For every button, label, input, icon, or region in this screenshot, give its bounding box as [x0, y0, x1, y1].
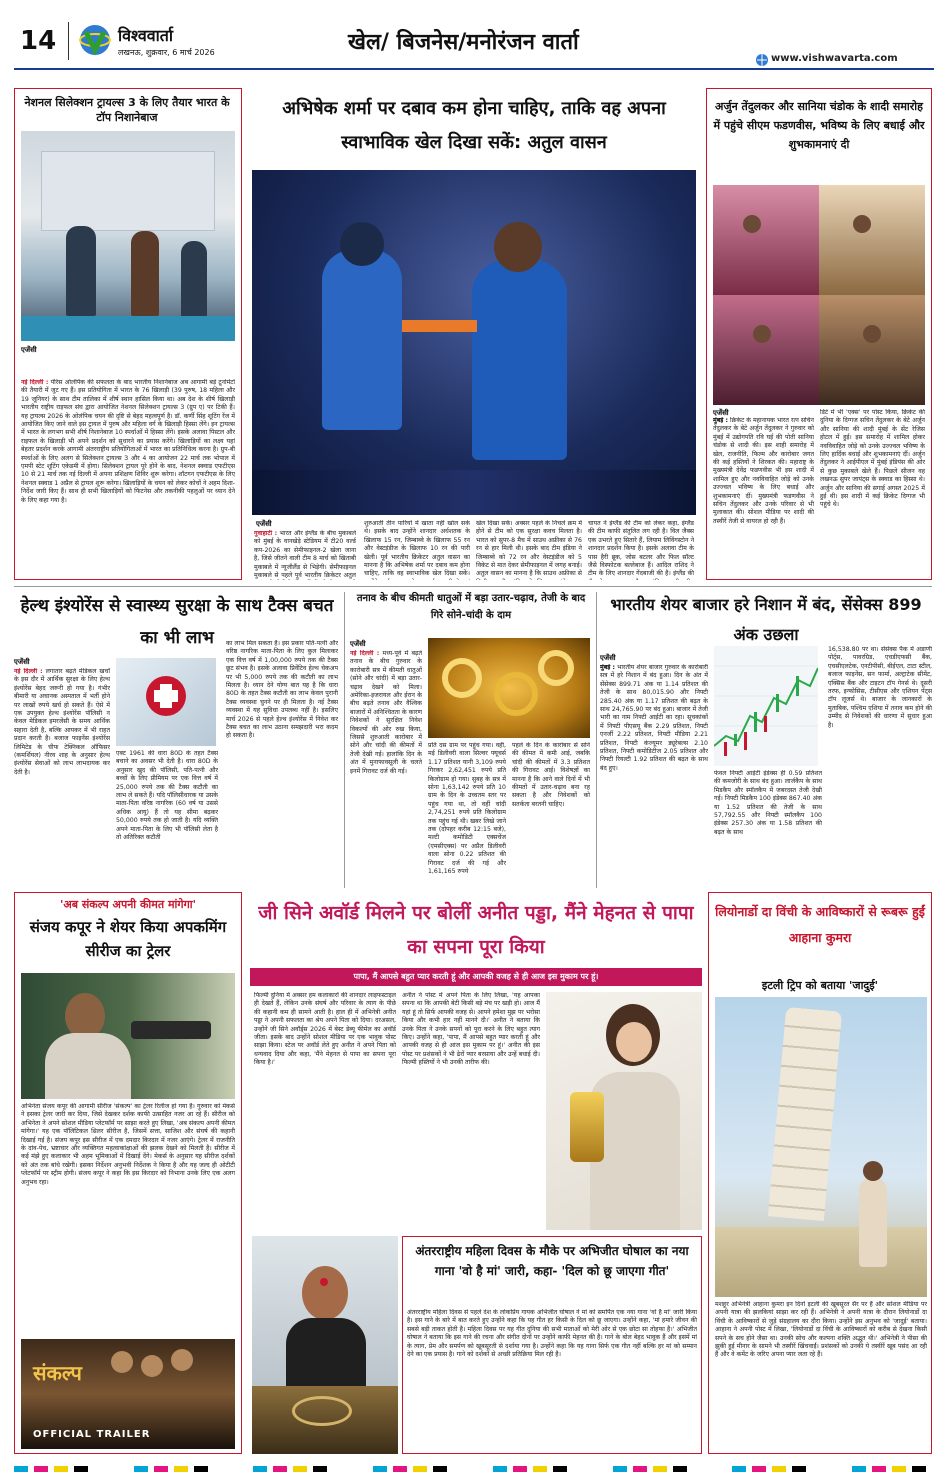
sensex-headline: भारतीय शेयर बाजार हरे निशान में बंद, सेंसेक्स 899 अंक उछला: [610, 595, 922, 644]
color-swatch: [872, 1466, 886, 1472]
color-swatch: [293, 1466, 307, 1472]
sanjay-body: अभिनेता संजय कपूर की आगामी सीरीज 'संकल्प' का ट्रेलर रिलीज हो गया है। गुरुवार को मेकर्स ने इसका ट्रेलर जारी कर दिया, जिसे देखकर दर्शक काफी उत्साहित नजर आ रहे हैं। सीरीज को अभिनेता ने अपने सोशल मीडिया प्लेटफॉर्म पर साझा करते हुए लिखा, 'अब संकल्प अपनी कीमत मांगेगा।' यह एक पॉलिटिकल थ्रिलर सीरीज है, जिसमें सत्ता, साजिश और संघर्ष की कहानी दिखाई गई है। संजय कपूर इस सीरीज में एक दमदार किरदार में नजर आएंगे। ट्रेलर में राजनीति के दांव-पेच, भ्रष्टाचार और व्यक्तिगत महत्वाकांक्षाओं की झलक देखने को मिलती है। सीरीज में कई मंझे हुए कलाकार भी अहम भूमिकाओं में दिखाई देंगे। मेकर्स के अनुसार यह सीरीज दर्शकों को अंत तक बांधे रखेगी। इसका निर्देशन अनुभवी निर्देशक ने किया है और यह जल्द ही ओटीटी प्लेटफॉर्म पर स्ट्रीम होगी। संजय कपूर ने कहा कि इस किरदार को निभाना उनके लिए एक अलग अनुभव रहा।: [21, 1103, 235, 1186]
abhijeet-photo: [252, 1236, 398, 1454]
aneet-quote: पापा, मैं आपसे बहुत प्यार करती हूं और आपकी वजह से ही आज इस मुकाम पर हूं।: [353, 972, 599, 981]
paper-logo-icon: [78, 23, 112, 57]
color-swatch: [74, 1466, 88, 1472]
color-swatch: [54, 1466, 68, 1472]
color-swatch-group: [253, 1457, 333, 1473]
insurance-photo: [116, 658, 216, 746]
color-swatch-group: [613, 1457, 693, 1473]
abhijeet-article: [250, 1236, 702, 1454]
gold-dateline: नई दिल्ली :: [350, 650, 380, 657]
color-swatch: [134, 1466, 148, 1472]
color-swatch-group: [493, 1457, 573, 1473]
gold-col-2: प्रति दस ग्राम पर पहुंच गया। वहीं, मई डिलीवरी वाला सिल्वर फ्यूचर्स 1.17 प्रतिशत यानी 3,109 रुपये गिरकर 2,62,451 रुपये प्रति किलोग्राम हो गया। सुबह के सत्र में सोना 1,63,142 रुपये प्रति 10 ग्राम के दिन के उच्चतम स्तर पर पहुंच गया था, तो वहीं चांदी 2,74,251 रुपये प्रति किलोग्राम तक पहुंच गई थी। खबर लिखे जाने तक (दोपहर करीब 12:15 बजे), मल्टी कमोडिटी एक्सचेंज (एमसीएक्स) पर अप्रैल डिलीवरी वाला सोना 0.22 प्रतिशत की गिरावट दर्ज की गई और 1,61,165 रुपये: [428, 742, 506, 876]
color-swatch-group: [373, 1457, 453, 1473]
color-swatch: [892, 1466, 906, 1472]
color-swatch: [513, 1466, 527, 1472]
tendulkar-article: [706, 88, 932, 580]
color-swatch: [373, 1466, 387, 1472]
color-swatch: [653, 1466, 667, 1472]
color-swatch-group: [732, 1457, 812, 1473]
ahana-photo: [715, 997, 927, 1297]
shooting-byline: एजेंसी: [21, 346, 37, 354]
color-swatch: [34, 1466, 48, 1472]
color-swatch: [533, 1466, 547, 1472]
gold-headline: तनाव के बीच कीमती धातुओं में बड़ा उतार-चढ़ाव, तेजी के बाद गिरे सोने-चांदी के दाम: [356, 593, 586, 621]
color-swatch: [393, 1466, 407, 1472]
color-swatch-group: [852, 1457, 932, 1473]
color-swatch: [912, 1466, 926, 1472]
ahana-headline: लियोनार्डो दा विंची के आविष्कारों से रूबरू हुईं आहाना कुमरा: [715, 904, 925, 945]
insurance-col-2: एक्ट 1961 की धारा 80D के तहत टैक्स बचाने का अवसर भी देती है। धारा 80D के अनुसार खुद की पॉलिसी, पति-पत्नी और बच्चों के लिए प्रीमियम पर एक वित्त वर्ष में 25,000 रुपये तक की टैक्स कटौती का लाभ ले सकते हैं। यदि पॉलिसीधारक या उसके माता-पिता वरिष्ठ नागरिक (60 वर्ष या उससे अधिक आयु) हैं तो यह सीमा बढ़कर 50,000 रुपये तक हो जाती है। यदि व्यक्ति अपने माता-पिता के लिए भी पॉलिसी लेता है तो अतिरिक्त कटौती: [116, 750, 218, 842]
poster-caption: OFFICIAL TRAILER: [33, 1429, 151, 1440]
page-number: 14: [20, 26, 57, 56]
color-swatch: [772, 1466, 786, 1472]
cricket-col-2: शुरुआती तीन पारियों में खाता नहीं खोल सके थे। इसके बाद उन्होंने शानदार अर्धशतक के खिलाफ 15 रन, जिम्बाब्वे के खिलाफ 55 रन और वेस्टइंडीज के खिलाफ 10 रन की पारी खेली। पूर्व भारतीय क्रिकेटर अतुल वासन का मानना है कि अभिषेक शर्मा पर दबाव कम होना चाहिए, ताकि वह स्वाभाविक खेल दिखा सकें।: [364, 520, 470, 578]
cricket-photo: [252, 170, 696, 515]
sanjay-kicker: 'अब संकल्प अपनी कीमत मांगेगा': [59, 898, 196, 911]
sensex-byline: एजेंसी: [600, 654, 616, 662]
sensex-chart-photo: [714, 646, 818, 766]
shooting-headline: नेशनल सिलेक्शन ट्रायल्स 3 के लिए तैयार भारत के टॉप निशानेबाज: [24, 96, 230, 124]
insurance-headline: हेल्थ इंश्योरेंस से स्वास्थ्य सुरक्षा के साथ टैक्स बचत का भी लाभ: [20, 596, 334, 648]
insurance-col-1: नई दिल्ली : लगातार बढ़ते मेडिकल खर्चों के इस दौर में आर्थिक सुरक्षा के लिए हेल्थ इंश्योरेंस बेहद जरूरी हो गया है। गंभीर बीमारी या अचानक अस्पताल में भर्ती होने पर लाखों रुपये खर्च हो सकते हैं। ऐसे में एक उपयुक्त हेल्थ इंश्योरेंस पॉलिसी न केवल मेडिकल इमरजेंसी के समय आर्थिक सहारा देती है, बल्कि आयकर में भी राहत प्रदान करती है। बजाज फाइनेंस इंश्योरेंस लिमिटेड के चीफ टेक्निकल ऑफिसर (कमर्शियल) नीरव शाह के अनुसार हेल्थ इंश्योरेंस सेवाओं को लाभ लाभदायक कर देती है।: [14, 668, 110, 776]
insurance-col-3: का लाभ मिल सकता है। इस प्रकार पति-पत्नी और वरिष्ठ नागरिक माता-पिता के लिए कुल मिलाकर एक वित्त वर्ष में 1,00,000 रुपये तक की टैक्स छूट संभव है। इसके अलावा प्रिवेंटिव हेल्थ चेकअप पर भी 5,000 रुपये तक की कटौती का लाभ मिलता है। ध्यान देने योग्य बात यह है कि धारा 80D के तहत टैक्स कटौती का लाभ केवल पुरानी टैक्स व्यवस्था चुनने पर ही मिलता है। नई टैक्स व्यवस्था में यह सुविधा उपलब्ध नहीं है। इसलिए मार्च 2026 से पहले हेल्थ इंश्योरेंस में निवेश कर टैक्स बचत का लाभ उठाना समझदारी भरा कदम हो सकता है।: [226, 640, 338, 740]
color-swatch: [553, 1466, 567, 1472]
insurance-article: [14, 590, 340, 890]
globe-icon: [755, 52, 769, 66]
color-swatch: [273, 1466, 287, 1472]
shooting-article: [14, 88, 242, 580]
sanjay-headline: संजय कपूर ने शेयर किया अपकमिंग सीरीज का ट्रेलर: [29, 918, 227, 960]
row-divider: [14, 586, 932, 587]
abhijeet-body: अंतरराष्ट्रीय महिला दिवस से पहले देश के लोकप्रिय गायक अभिजीत घोषाल ने मां को समर्पित एक नया गाना 'वो है मां' जारी किया है। इस गाने के बारे में बात करते हुए उन्होंने कहा कि यह गीत हर किसी के दिल को छू जाएगा। उन्होंने कहा, 'मां हमारे जीवन की सबसे बड़ी ताकत होती है। महिला दिवस पर यह गीत दुनिया की सभी माताओं को मेरी ओर से एक छोटा सा तोहफा है।' अभिजीत घोषाल ने बताया कि इस गाने की रचना और संगीत दोनों पर उन्होंने काफी मेहनत की है। गाने के बोल बेहद भावुक हैं और इसमें मां के त्याग, प्रेम और समर्पण को खूबसूरती से दर्शाया गया है। उन्होंने कहा कि यह गाना सिर्फ एक गीत नहीं बल्कि हर मां को सम्मान देने का एक प्रयास है। गाने को दर्शकों से अच्छी प्रतिक्रिया मिल रही है।: [407, 1309, 697, 1359]
shooting-text: पेरिस ओलंपिक की सफलता के बाद भारतीय निशानेबाज अब आगामी बड़े टूर्नामेंटों की तैयारी में जुट गए हैं। इस प्रतियोगिता में भारत के 76 खिलाड़ी (39 पुरुष, 18 महिला और 19 जूनियर) के साथ टीम तालिका में शीर्ष स्थान हासिल किया था। अब देश के शीर्ष खिलाड़ी भारतीय राष्ट्रीय राइफल संघ द्वारा आयोजित नेशनल सिलेक्शन ट्रायल्स 3 (ग्रुप ए) पर टिकी हैं। यह ट्रायल्स 2026 के ओलंपिक चयन की दृष्टि से बेहद महत्वपूर्ण है। डॉ. कर्णी सिंह शूटिंग रेंज में आयोजित किए जाने वाले इस ट्रायल में पुरुष और महिला वर्ग के खिलाड़ी हिस्सा लेंगे। इन ट्रायल्स में भारत के लगभग सभी शीर्ष निशानेबाज 10 स्पर्धाओं में हिस्सा लेंगे। इसके अलावा पिस्टल और राइफल के खिलाड़ी भी अपने प्रदर्शन को सुधारने का प्रयास करेंगे। खिलाड़ियों का लक्ष्य यहां बेहतर प्रदर्शन करके आगामी अंतरराष्ट्रीय प्रतियोगिताओं में भारत का प्रतिनिधित्व करना है। ग्रुप-बी स्पर्धाओं के लिए अलग से सिलेक्शन ट्रायल्स 3 और 4 का आयोजन 22 मार्च तक भोपाल में एमपी स्टेट शूटिंग एकेडमी में होगा। सिलेक्शन ट्रायल पूरे होने के बाद, नेशनल स्क्वाड एफटीएस 10 से 21 मार्च तक नई दिल्ली में अपना प्रशिक्षण शिविर शुरू करेगा। शॉटगन एफटीएस के लिए नेशनल स्क्वाड 1 अप्रैल से ट्रायल शुरू करेगा। खिलाड़ियों के चयन को लेकर कोचों ने अहम दिशा-निर्देश जारी किए हैं। साथ ही सभी खिलाड़ियों को फिटनेस और तकनीकी पहलुओं पर ध्यान देने के लिए कहा गया है।: [21, 379, 235, 504]
poster-title: संकल्प: [33, 1361, 82, 1385]
color-swatch-group: [134, 1457, 214, 1473]
gold-col-3: पहले के दिन के कारोबार से सोने की कीमत में कमी आई, जबकि चांदी की कीमतों में 3.3 प्रतिशत की गिरावट आई। विशेषज्ञों का मानना है कि आने वाले दिनों में भी कीमतों में उतार-चढ़ाव बना रह सकता है और निवेशकों को सतर्कता बरतनी चाहिए।: [512, 742, 590, 808]
cricket-col-1: गुवाहाटी : भारत और इंग्लैंड के बीच मुकाबले को मुंबई के वानखेड़े स्टेडियम में टी20 वर्ल्ड कप-2026 का सेमीफाइनल-2 खेला जाना है, जिसे जीतने वाली टीम 8 मार्च को खिताबी मुकाबले में न्यूजीलैंड से भिड़ेगी। सेमीफाइनल मुकाबले से पहले पूर्व भारतीय क्रिकेटर अतुल: [254, 530, 356, 580]
color-swatch: [154, 1466, 168, 1472]
aneet-col-2: अनीत ने पोस्ट में अपने पिता के लिए लिखा, 'यह आपका सपना था कि आपकी बेटी किसी बड़े मंच पर खड़ी हो। आज मैं यहां हूं तो सिर्फ आपकी वजह से। आपने हमेशा मुझ पर भरोसा किया और कभी हार नहीं मानने दी।' अनीत ने बताया कि उनके पिता ने उनके सपनों को पूरा करने के लिए बहुत त्याग किए। उन्होंने कहा, 'पापा, मैं आपसे बहुत प्यार करती हूं और आपकी वजह से ही आज इस मुकाम पर हूं।' अनीत की इस पोस्ट पर प्रशंसकों ने भी ढेरों प्यार बरसाया और उन्हें बधाई दी। फिल्मी हस्तियों ने भी उनकी तारीफ की।: [402, 992, 540, 1067]
ahana-subheadline: इटली ट्रिप को बताया 'जादुई': [761, 979, 879, 992]
paper-name: विश्ववार्ता: [118, 26, 174, 45]
abhijeet-text-box: [402, 1236, 702, 1454]
sensex-col-1: मुंबई : भारतीय शेयर बाजार गुरुवार के कारोबारी सत्र में हरे निशान में बंद हुआ। दिन के अंत में सेंसेक्स 899.71 अंक या 1.14 प्रतिशत की तेजी के साथ 80,015.90 और निफ्टी 285.40 अंक या 1.17 प्रतिशत की बढ़त के साथ 24,765.90 पर बंद हुआ। बाजार में तेजी भारी का नाम निफ्टी आईटी का रहा। सूचकांकों में निफ्टी पीएसयू बैंक 2.29 प्रतिशत, निफ्टी एनर्जी 2.22 प्रतिशत, निफ्टी मीडिया 2.21 प्रतिशत, निफ्टी कंज्यूमर ड्यूरेबल्स 2.10 प्रतिशत, निफ्टी कमोडिटीज 2.05 प्रतिशत और निफ्टी रियल्टी 1.92 प्रतिशत की बढ़त के साथ बंद हुए।: [600, 664, 708, 772]
section-title: खेल/ बिजनेस/मनोरंजन वार्ता: [348, 30, 579, 55]
cricket-article: [250, 88, 698, 580]
color-swatch: [852, 1466, 866, 1472]
gold-col-1: नई दिल्ली : मध्य-पूर्व में बढ़ते तनाव के बीच गुरुवार के कारोबारी सत्र में कीमती धातुओं (सोने और चांदी) में बड़ा उतार-चढ़ाव देखने को मिला। अमेरिका-इजरायल और ईरान के बीच बढ़ते तनाव और वैश्विक बाजारों में अनिश्चितता के कारण निवेशकों ने सुरक्षित निवेश विकल्पों की ओर रुख किया, जिससे शुरुआती कारोबार में सोने और चांदी की कीमतों में तेजी देखी गई। हालांकि दिन के अंत में मुनाफावसूली के चलते इनमें गिरावट दर्ज की गई।: [350, 650, 422, 775]
aneet-headline: जी सिने अवॉर्ड मिलने पर बोलीं अनीत पड्डा, मैंने मेहनत से पापा का सपना पूरा किया: [258, 902, 694, 958]
cricket-col-3: खेल दिखा सकें। अक्सर पहले के निचले क्रम में होने से टीम को एक सुरक्षा कवच मिलता है। भारत को सुपर-8 मैच में साउथ अफ्रीका से 76 रन से हार मिली थी। इसके बाद टीम इंडिया ने जिम्बाब्वे को 72 रन और वेस्टइंडीज को 5 विकेट से मात देकर सेमीफाइनल में जगह बनाई। अतुल वासन का मानना है कि साउथ अफ्रीका से: [476, 520, 582, 578]
color-swatch: [174, 1466, 188, 1472]
tendulkar-col-1: मुंबई : क्रिकेट के महानायक भारत रत्न सचिन तेंदुलकर के बेटे अर्जुन तेंदुलकर ने गुरुवार को मुंबई में उद्योगपति रवि घई की पोती सानिया चंडोक से शादी की। इस शाही समारोह में खेल, राजनीति, फिल्म और कारोबार जगत की कई हस्तियों ने शिरकत की। महाराष्ट्र के मुख्यमंत्री देवेंद्र फडणवीस भी इस शादी में शामिल हुए और नवविवाहित जोड़े को उनके उज्ज्वल भविष्य के लिए बधाई और शुभकामनाएं दीं। मुख्यमंत्री फडणवीस ने सचिन तेंदुलकर और उनके परिवार से भी मुलाकात की। सोशल मीडिया पर शादी की तस्वीरें तेजी से वायरल हो रही हैं।: [713, 417, 814, 525]
sanjay-article: [14, 892, 242, 1454]
color-swatch: [253, 1466, 267, 1472]
color-swatch: [673, 1466, 687, 1472]
website-link[interactable]: www.vishwavarta.com: [771, 53, 898, 64]
shooting-body: [21, 379, 235, 575]
aneet-article: [250, 892, 702, 1230]
sensex-col-3: 16,538.80 पर था। सेंसेक्स पैक में अडाणी पोर्ट्स, पावरग्रिड, एचडीएफसी बैंक, एचसीएलटेक, एनटीपीसी, बीईएल, टाटा स्टील, बजाज फाइनेंस, सन फार्मा, अल्ट्राटेक सीमेंट, एक्सिस बैंक और टाइटन टॉप गेनर्स थे। दूसरी तरफ, इन्फोसिस, टीसीएस और एशियन पेंट्स टॉप लूजर्स थे। बाजार के जानकारों के मुताबिक, पश्चिम एशिया में तनाव कम होने की उम्मीद से निवेशकों की धारणा में सुधार हुआ है।: [828, 646, 932, 729]
color-swatch: [14, 1466, 28, 1472]
masthead-divider: [68, 22, 69, 60]
gold-photo: [428, 638, 590, 738]
cricket-dateline: गुवाहाटी :: [254, 530, 278, 537]
color-swatch: [613, 1466, 627, 1472]
abhijeet-headline: अंतरराष्ट्रीय महिला दिवस के मौके पर अभिजीत घोषाल का नया गाना 'वो है मां' जारी, कहा- 'दिल को छू जाएगा गीत': [415, 1244, 689, 1278]
masthead: [0, 0, 945, 68]
sanjay-poster: [21, 1339, 235, 1449]
business-divider-2: [596, 592, 597, 888]
color-swatch: [792, 1466, 806, 1472]
gold-article: [350, 590, 592, 890]
color-swatch: [633, 1466, 647, 1472]
aneet-col-1: फिल्मी दुनिया में अक्सर हम कलाकारों की शानदार लाइफस्टाइल ही देखते हैं, लेकिन उनके संघर्ष और परिवार के त्याग के पीछे की कहानी कम ही सामने आती है। हाल ही में अभिनेत्री अनीत पड्डा ने अपनी सफलता का श्रेय अपने पिता को दिया। दरअसल, उन्होंने जी सिने अवॉर्ड्स 2026 में बेस्ट डेब्यू फीमेल का अवॉर्ड जीता। इसके बाद उन्होंने सोशल मीडिया पर एक भावुक पोस्ट साझा किया। स्टेज पर अवॉर्ड लेते हुए अनीत ने अपने पिता को धन्यवाद दिया और कहा, 'मैंने मेहनत से पापा का सपना पूरा किया है।': [254, 992, 396, 1067]
cricket-col-4: चायत ने इंग्लैंड की टीम को लेकर कहा, इंग्लैंड की टीम काफी संतुलित लग रही है। विल जैक्स एक उभरते हुए सितारे हैं, लियाम लिविंगस्टोन ने शानदार प्रदर्शन किया है। इसके अलावा टीम के पास हैरी ब्रूक, जोस बटलर और फिल सॉल्ट जैसे विस्फोटक बल्लेबाज हैं। आदिल राशिद ने टीम के लिए शानदार गेंदबाजी की है। इंग्लैंड की: [588, 520, 694, 578]
aneet-photo: [546, 992, 702, 1230]
aneet-quote-bar: [250, 968, 702, 986]
cricket-headline: अभिषेक शर्मा पर दबाव कम होना चाहिए, ताकि वह अपना स्वाभाविक खेल दिखा सकें: अतुल वासन: [282, 98, 666, 153]
color-swatch: [413, 1466, 427, 1472]
footer-color-strip: [14, 1462, 932, 1470]
sanjay-photo: [21, 973, 235, 1099]
ahana-article: [708, 892, 932, 1454]
color-swatch: [194, 1466, 208, 1472]
masthead-rule: [14, 68, 934, 70]
color-swatch: [752, 1466, 766, 1472]
sensex-dateline: मुंबई :: [600, 664, 615, 671]
tendulkar-dateline: मुंबई :: [713, 417, 728, 424]
tendulkar-photo: [713, 185, 925, 405]
color-swatch-group: [14, 1457, 94, 1473]
color-swatch: [313, 1466, 327, 1472]
sensex-col-2: फेवल निफ्टी आईटी इंडेक्स ही 0.59 प्रतिशत की कमजोरी के साथ बंद हुआ। लार्जकैप के साथ मिडकैप और स्मॉलकैप में जबरदस्त तेजी देखी गई। निफ्टी मिडकैप 100 इंडेक्स 867.40 अंक या 1.52 प्रतिशत की तेजी के साथ 57,792.55 और निफ्टी स्मॉलकैप 100 इंडेक्स 257.30 अंक या 1.58 प्रतिशत की बढ़त के साथ: [714, 770, 822, 836]
dateline: लखनऊ, शुक्रवार, 6 मार्च 2026: [118, 48, 215, 57]
color-swatch: [732, 1466, 746, 1472]
color-swatch: [493, 1466, 507, 1472]
tendulkar-headline: अर्जुन तेंदुलकर और सानिया चंडोक के शादी समारोह में पहुंचे सीएम फडणवीस, भविष्य के लिए बधाई और शुभकामनाएं दी: [713, 100, 925, 151]
tendulkar-byline: एजेंसी: [713, 409, 729, 417]
tendulkar-col-2: डिंटे में भी 'एक्स' पर पोस्ट किया, क्रिकेट की दुनिया के दिग्गज सचिन तेंदुलकर के बेटे अर्जुन और सानिया की शादी मुंबई के सेंट रेजिस होटल में हुई। इस समारोह में शामिल होकर नवविवाहित जोड़े को उनके उज्ज्वल भविष्य के लिए हार्दिक बधाई और शुभकामनाएं दीं। अर्जुन तेंदुलकर ने आईपीएल में मुंबई इंडियंस की ओर से कुछ मुकाबले खेले हैं। पिछले सीजन वह लखनऊ सुपर जायंट्स के स्क्वाड का हिस्सा थे। अर्जुन और सानिया की सगाई अगस्त 2025 में हुई थी। इस शादी में कई क्रिकेट दिग्गज भी पहुंचे थे।: [820, 409, 925, 509]
color-swatch: [433, 1466, 447, 1472]
business-divider-1: [344, 592, 345, 888]
cricket-byline: एजेंसी: [256, 520, 272, 528]
gold-byline: एजेंसी: [350, 640, 366, 648]
shooting-photo: [21, 131, 235, 341]
sensex-article: [600, 590, 932, 890]
shooting-dateline: नई दिल्ली :: [21, 379, 49, 386]
ahana-body: मशहूर अभिनेत्री आहाना कुमरा इन दिनों इटली की खूबसूरत सैर पर हैं और सोशल मीडिया पर अपनी यात्रा की झलकियां साझा कर रही हैं। अभिनेत्री ने अपनी यात्रा के दौरान लियोनार्डो दा विंची के आविष्कारों से जुड़े संग्रहालय का दौरा किया। उन्होंने इस अनुभव को 'जादुई' बताया। आहाना ने अपनी पोस्ट में लिखा, 'लियोनार्डो दा विंची के आविष्कारों को करीब से देखना किसी सपने के सच होने जैसा था। उनकी सोच और कल्पना शक्ति अद्भुत थी।' अभिनेत्री ने पीसा की झुकी हुई मीनार के सामने भी तस्वीरें खिंचवाईं। प्रशंसकों को उनकी ये तस्वीरें खूब पसंद आ रही हैं और वे कमेंट के जरिए अपना प्यार जता रहे हैं।: [715, 1301, 927, 1359]
insurance-dateline: नई दिल्ली :: [14, 668, 43, 675]
insurance-byline: एजेंसी: [14, 658, 30, 666]
